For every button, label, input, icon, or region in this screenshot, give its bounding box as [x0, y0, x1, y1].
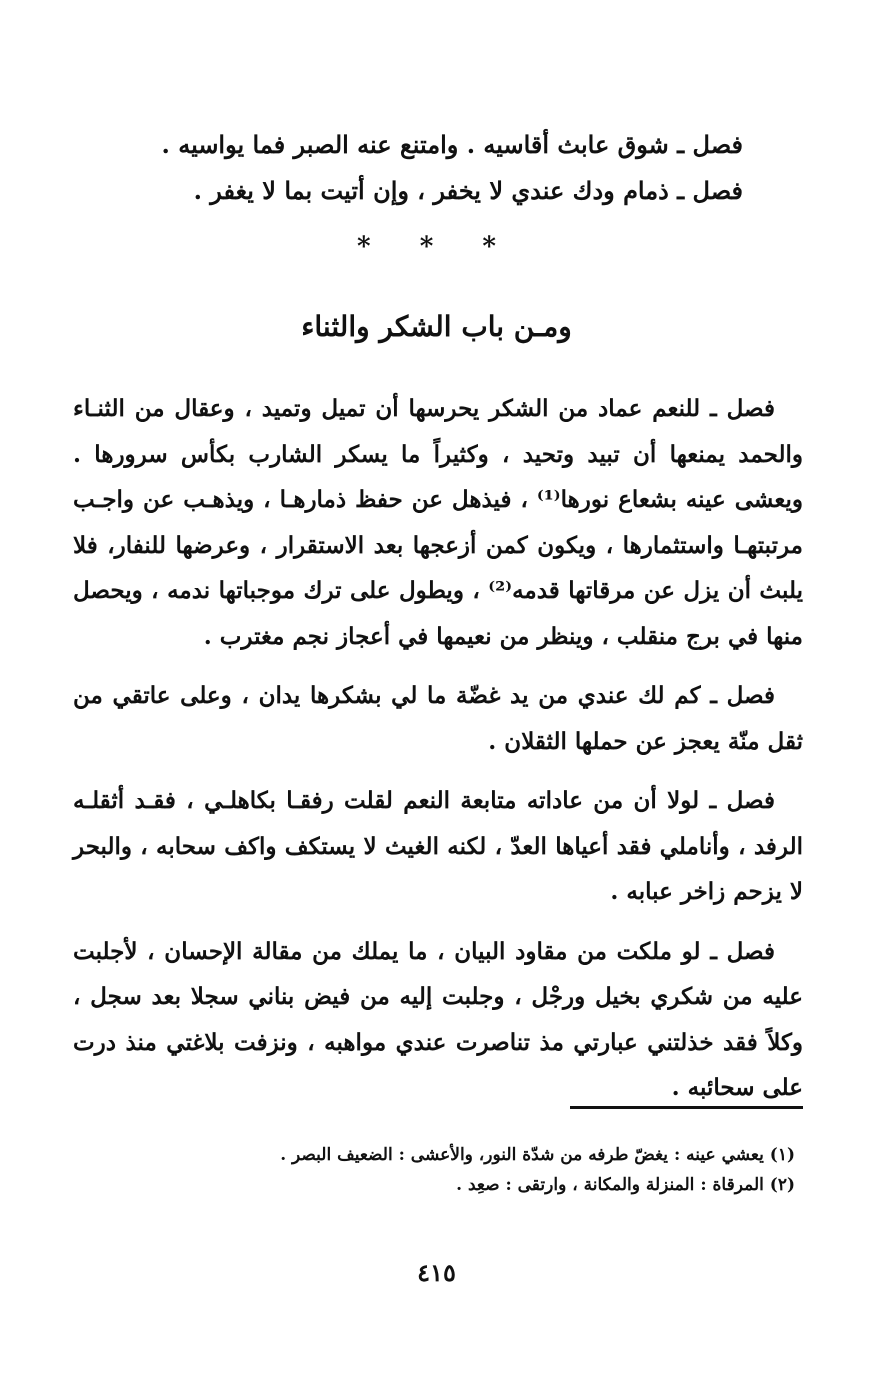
footnote-divider: [570, 1106, 803, 1109]
section-separator: * * *: [357, 232, 516, 262]
footnote: (١) يعشي عينه : يغضّ طرفه من شدّة النور، والأعشى : الضعيف البصر .: [280, 1145, 795, 1165]
opening-lines: [103, 122, 743, 214]
footnote: (٢) المرقاة : المنزلة والمكانة ، وارتقى : صعِد .: [456, 1175, 795, 1195]
body-text: [73, 386, 803, 1125]
section-title: ومـن باب الشكر والثناء: [301, 310, 572, 343]
opening-line: فصل ـ ذمام ودك عندي لا يخفر ، وإن أتيت بما لا يغفر .: [193, 176, 743, 205]
paragraph: فصل ـ كم لك عندي من يد غضّة ما لي بشكرها يدان ، وعلى عاتقي من ثقل منّة يعجز عن حملها الثقلان .: [73, 682, 803, 755]
page-number: ٤١٥: [417, 1258, 456, 1287]
paragraph: فصل ـ لو ملكت من مقاود البيان ، ما يملك من مقالة الإحسان ، لأجلبت عليه من شكري بخيل ورجْل ، وجلبت إليه من فيض بناني سجلا بعد سجل ، وكلاً فقد خذلتني عبارتي مذ تناصرت عندي مواهبه ، ونزفت بلاغتي منذ درت على سحائبه .: [73, 937, 804, 1101]
paragraph: فصل ـ لولا أن من عاداته متابعة النعم لقلت رفقـا بكاهلـي ، فقـد أثقلـه الرفد ، وأناملي فقد أعياها العدّ ، لكنه الغيث لا يستكف واكف سحابه ، والبحر لا يزحم زاخر عبابه .: [73, 787, 803, 905]
paragraph: فصل ـ للنعم عماد من الشكر يحرسها أن تميل وتميد ، وعقال من الثنـاء والحمد يمنعها أن تبيد وتحيد ، وكثيراً ما يسكر الشارب بكأس سرورها . ويعشى عينه بشعاع نورها⁽¹⁾ ، فيذهل عن حفظ ذمارهـا ، ويذهـب عن واجـب مرتبتهـا واستثمارها ، ويكون كمن أزعجها بعد الاستقرار ، وعرضها للنفار، فلا يلبث أن يزل عن مرقاتها قدمه⁽²⁾ ، ويطول على ترك موجباتها ندمه ، ويحصل منها في برج منقلب ، وينظر من نعيمها في أعجاز نجم مغترب .: [73, 395, 804, 650]
footnotes: [75, 1140, 795, 1200]
opening-line: فصل ـ شوق عابث أقاسيه . وامتنع عنه الصبر فما يواسيه .: [161, 130, 743, 159]
